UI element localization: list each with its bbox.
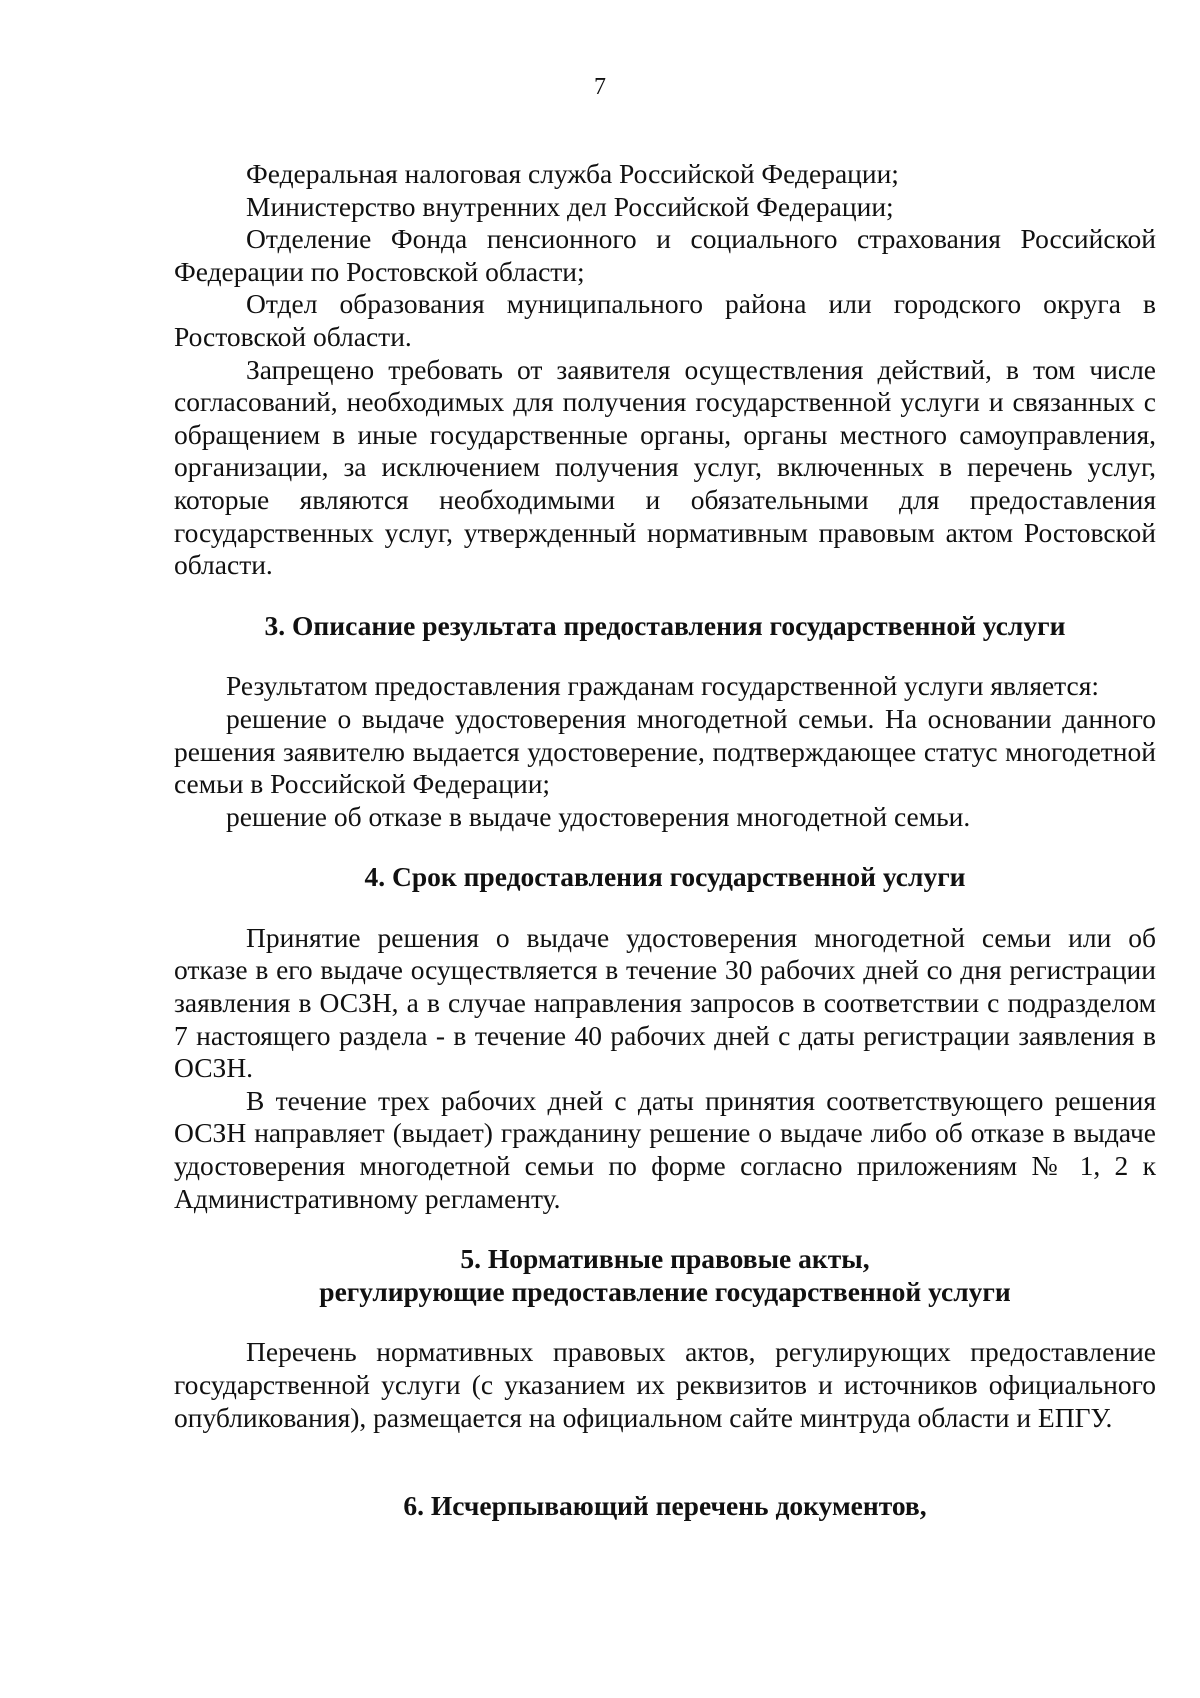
- section-4-paragraph: Принятие решения о выдаче удостоверения многодетной семьи или об отказе в его выдаче осуществляется в течение 30 рабочих дней со дня регистрации заявления в ОСЗН, а в случае направления запросов в соответствии с подразделом 7 настоящего раздела - в течение 40 рабочих дней с даты регистрации заявления в ОСЗН.: [174, 921, 1156, 1084]
- section-5-paragraph: Перечень нормативных правовых актов, регулирующих предоставление государственной услуги (с указанием их реквизитов и источников официального опубликования), размещается на официальном сайте минтруда области и ЕПГУ.: [174, 1336, 1156, 1433]
- section-3-paragraph: решение об отказе в выдаче удостоверения многодетной семьи.: [226, 800, 971, 832]
- section-4-paragraph: В течение трех рабочих дней с даты принятия соответствующего решения ОСЗН направляет (выдает) гражданину решение о выдаче либо об отказе в выдаче удостоверения многодетной семьи по форме согласно приложениям № 1, 2 к Административному регламенту.: [174, 1084, 1156, 1214]
- section-3-paragraph: решение о выдаче удостоверения многодетной семьи. На основании данного решения заявителю выдается удостоверение, подтверждающее статус многодетной семьи в Российской Федерации;: [174, 702, 1156, 800]
- paragraph-prohibition: Запрещено требовать от заявителя осуществления действий, в том числе согласований, необходимых для получения государственной услуги и связанных с обращением в иные государственные органы, органы местного самоуправления, организации, за исключением получения услуг, включенных в перечень услуг, которые являются необходимыми и обязательными для предоставления государственных услуг, утвержденный нормативным правовым актом Ростовской области.: [174, 353, 1156, 581]
- section-4-heading: 4. Срок предоставления государственной услуги: [364, 861, 966, 893]
- document-body: [174, 158, 1156, 1523]
- paragraph-fns: Федеральная налоговая служба Российской Федерации;: [246, 158, 899, 189]
- page-number: 7: [594, 74, 606, 100]
- paragraph-mvd: Министерство внутренних дел Российской Федерации;: [246, 190, 894, 222]
- section-5-heading-line-1: 5. Нормативные правовые акты,: [460, 1243, 870, 1275]
- section-6-heading: 6. Исчерпывающий перечень документов,: [403, 1490, 927, 1522]
- paragraph-education-department: Отдел образования муниципального района или городского округа в Ростовской области.: [174, 288, 1156, 352]
- section-3-heading: 3. Описание результата предоставления государственной услуги: [264, 609, 1066, 641]
- paragraph-sfr: Отделение Фонда пенсионного и социального страхования Российской Федерации по Ростовской области;: [174, 223, 1156, 287]
- section-3-paragraph: Результатом предоставления гражданам государственной услуги является:: [226, 670, 1100, 702]
- section-5-heading-line-2: регулирующие предоставление государственной услуги: [319, 1275, 1011, 1307]
